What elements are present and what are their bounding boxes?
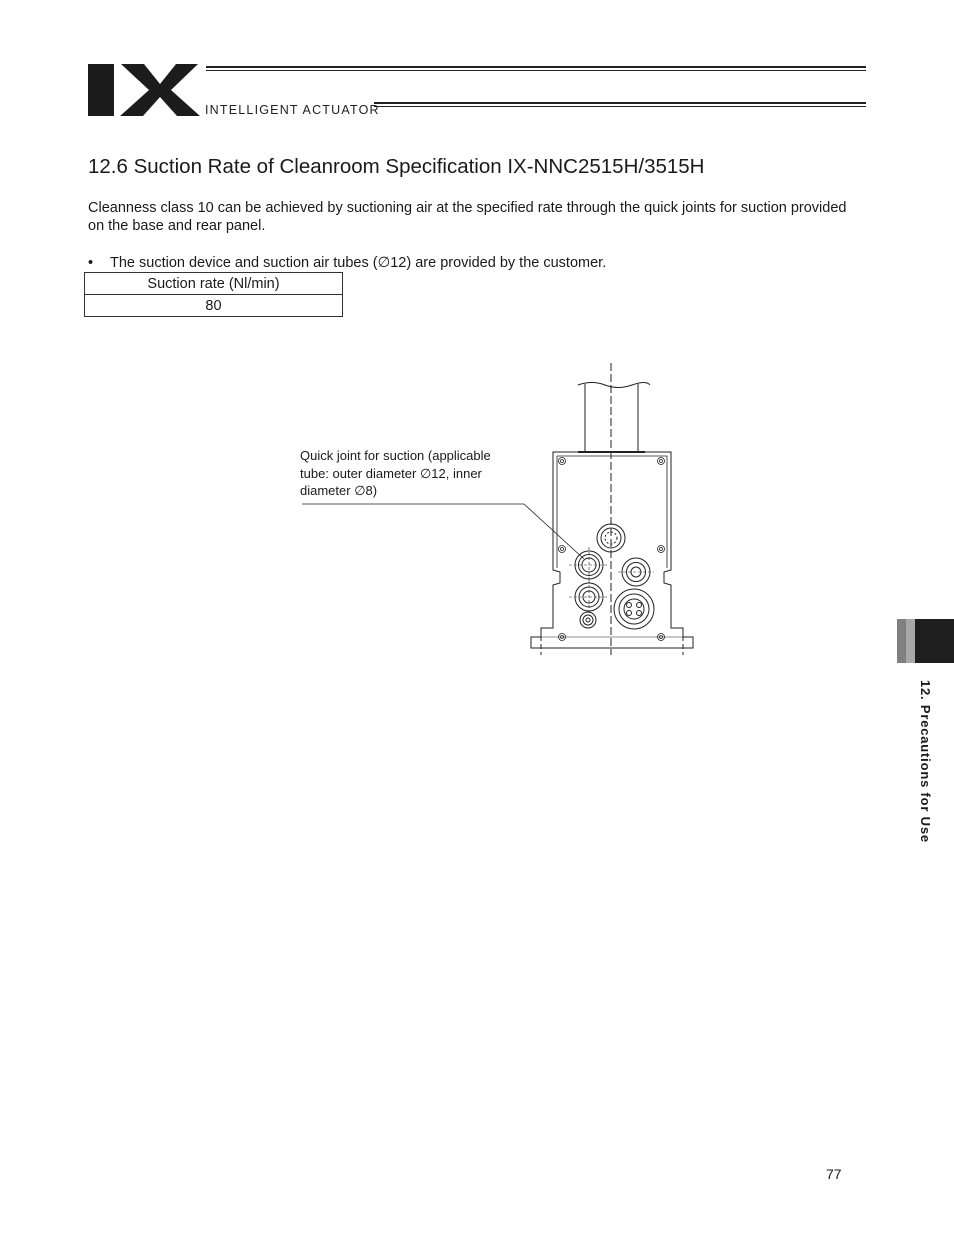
section-title: 12.6 Suction Rate of Cleanroom Specification IX-NNC2515H/3515H bbox=[88, 155, 705, 178]
body-outline bbox=[531, 452, 693, 648]
table-header-cell: Suction rate (Nl/min) bbox=[85, 273, 343, 295]
callout-label: Quick joint for suction (applicable tube: outer diameter ∅12, inner diameter ∅8) bbox=[300, 448, 491, 498]
connector-top bbox=[597, 524, 625, 552]
tab-block bbox=[915, 619, 954, 663]
connector-right bbox=[618, 558, 654, 586]
connector-left-lower bbox=[569, 580, 609, 614]
callout-leader bbox=[302, 504, 584, 559]
connector-large bbox=[614, 589, 654, 629]
brand-subtitle: INTELLIGENT ACTUATOR bbox=[205, 103, 380, 117]
page-number: 77 bbox=[826, 1166, 842, 1182]
intro-paragraph: Cleanness class 10 can be achieved by suctioning air at the specified rate through the quick joints for suction provided on the base and rear panel. bbox=[88, 200, 847, 234]
chapter-label: 12. Precautions for Use bbox=[918, 680, 933, 843]
shaft-break bbox=[578, 383, 650, 388]
body-inner bbox=[557, 456, 667, 568]
bullet-text: The suction device and suction air tubes (∅12) are provided by the customer. bbox=[110, 255, 607, 271]
quick-joint-suction bbox=[569, 547, 609, 583]
bullet-mark: • bbox=[88, 255, 94, 271]
tab-stripe bbox=[897, 619, 906, 663]
connector-small bbox=[580, 612, 596, 628]
tab-stripe bbox=[906, 619, 915, 663]
chapter-tab bbox=[897, 619, 954, 663]
table-value-cell: 80 bbox=[85, 295, 343, 317]
